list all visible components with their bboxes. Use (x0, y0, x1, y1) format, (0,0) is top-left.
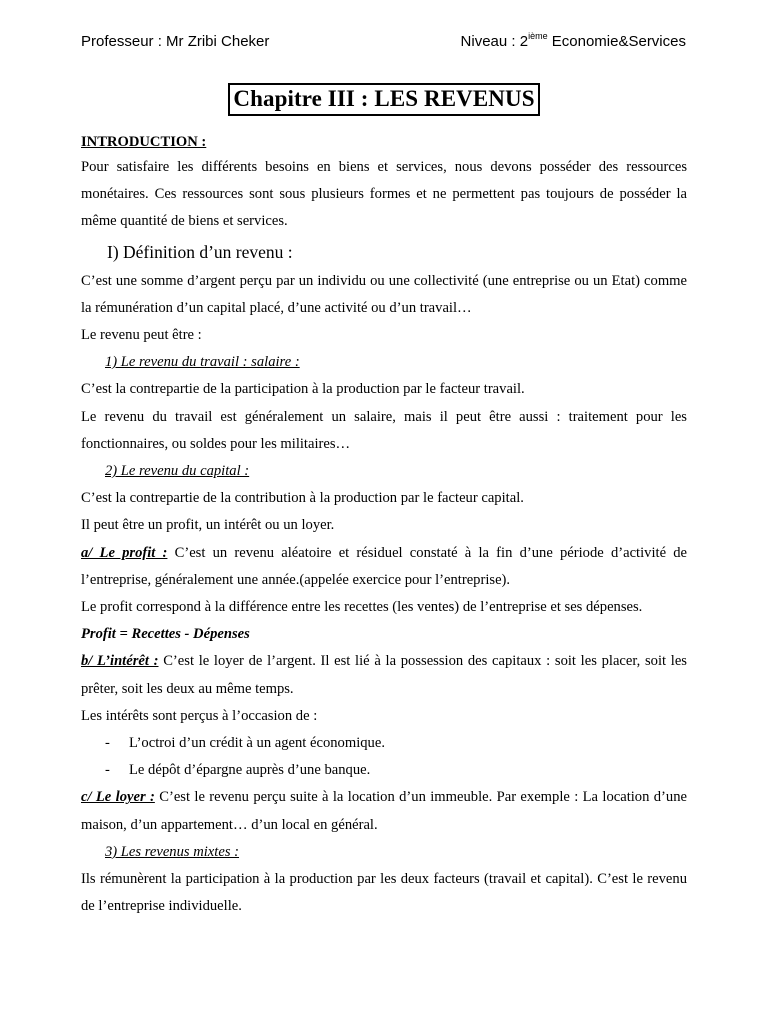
mixed-income-heading: 3) Les revenus mixtes : (105, 843, 240, 860)
document-body (81, 130, 687, 920)
intro-heading: INTRODUCTION : (81, 134, 207, 150)
definition-paragraph: C’est une somme d’argent perçu par un individu ou une collectivité (une entreprise ou un Etat) comme la rémunération d’un capital placé, d’une activité ou d’un travail… (81, 272, 687, 316)
section-definition-heading: I) Définition d’un revenu : (107, 241, 293, 262)
title-container (0, 83, 768, 116)
level-suffix: Economie&Services (547, 33, 686, 50)
level-superscript: ième (528, 31, 548, 41)
bullet-dash: - (105, 735, 110, 752)
interest-paragraph (81, 648, 687, 702)
mixed-income-paragraph: Ils rémunèrent la participation à la production par les deux facteurs (travail et capital). C’est le revenu de l’entreprise individuelle. (81, 871, 687, 915)
page-header (81, 33, 686, 53)
chapter-title: Chapitre III : LES REVENUS (228, 83, 539, 116)
interest-text: C’est le loyer de l’argent. Il est lié à la possession des capitaux : soit les placer, soit les prêter, soit les deux au même temps. (81, 653, 687, 697)
profit-text: C’est un revenu aléatoire et résiduel constaté à la fin d’une période d’activité de l’entreprise, généralement une année.(appelée exercice pour l’entreprise). (81, 544, 688, 588)
capital-income-paragraph-2: Il peut être un profit, un intérêt ou un loyer. (81, 517, 335, 534)
teacher-name: Professeur : Mr Zribi Cheker (81, 33, 270, 50)
list-item (81, 757, 687, 784)
intro-paragraph: Pour satisfaire les différents besoins en biens et services, nous devons posséder des ressources monétaires. Ces ressources sont sous plusieurs formes et ne permettent pas toujours de posséder la même quantité de biens et services. (81, 159, 687, 230)
list-item (81, 730, 687, 757)
interest-label: b/ L’intérêt : (81, 653, 159, 670)
rent-paragraph (81, 784, 687, 838)
capital-income-heading: 2) Le revenu du capital : (105, 463, 250, 480)
interest-intro: Les intérêts sont perçus à l’occasion de : (81, 707, 318, 724)
rent-text: C’est le revenu perçu suite à la location d’un immeuble. Par exemple : La location d’une maison, d’un appartement… d’un local en général. (81, 789, 687, 833)
bullet-dash: - (105, 762, 110, 779)
list-item-text: L’octroi d’un crédit à un agent économique. (129, 735, 385, 752)
profit-paragraph (81, 540, 687, 594)
level-prefix: Niveau : 2 (460, 33, 529, 50)
revenue-can-be: Le revenu peut être : (81, 327, 202, 344)
list-item-text: Le dépôt d’épargne auprès d’une banque. (129, 762, 371, 779)
work-income-paragraph-2: Le revenu du travail est généralement un salaire, mais il peut être aussi : traitement pour les fonctionnaires, ou soldes pour les militaires… (81, 408, 687, 452)
level-label (461, 33, 686, 50)
work-income-heading: 1) Le revenu du travail : salaire : (105, 354, 300, 371)
profit-label: a/ Le profit : (81, 544, 168, 561)
capital-income-paragraph-1: C’est la contrepartie de la contribution à la production par le facteur capital. (81, 490, 524, 507)
rent-label: c/ Le loyer : (81, 789, 155, 806)
profit-formula: Profit = Recettes - Dépenses (81, 626, 250, 643)
profit-paragraph-2: Le profit correspond à la différence entre les recettes (les ventes) de l’entreprise et ses dépenses. (81, 599, 643, 616)
work-income-paragraph-1: C’est la contrepartie de la participation à la production par le facteur travail. (81, 381, 525, 398)
